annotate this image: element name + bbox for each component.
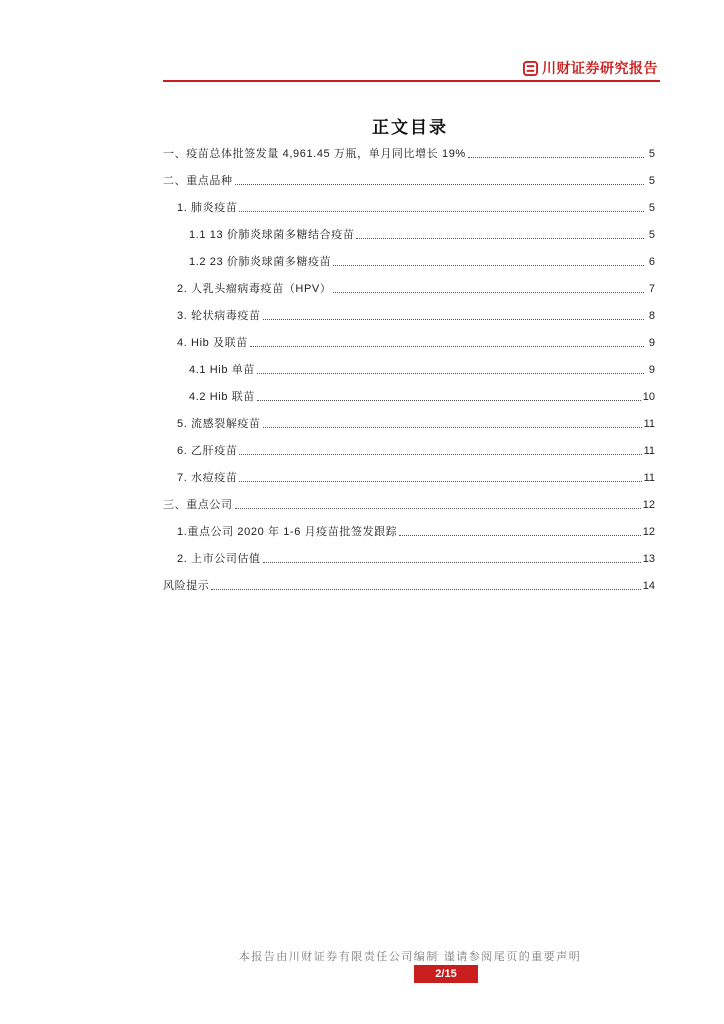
toc-entry-text: 二、重点品种: [163, 175, 233, 187]
toc-entry[interactable]: [163, 172, 655, 188]
toc-entry-text: 三、重点公司: [163, 499, 233, 511]
toc-entry[interactable]: [177, 334, 655, 350]
footer-disclaimer: 本报告由川财证券有限责任公司编制 谨请参阅尾页的重要声明: [238, 950, 582, 963]
toc-entry-page: 8: [648, 310, 655, 322]
toc-entry-text: 3. 轮状病毒疫苗: [177, 310, 261, 322]
toc-leader-dots: [263, 318, 644, 320]
toc-entry[interactable]: [163, 496, 655, 512]
toc-entry[interactable]: [177, 550, 655, 566]
toc-leader-dots: [235, 183, 644, 185]
toc-leader-dots: [356, 237, 644, 239]
toc-entry-page: 12: [642, 499, 655, 511]
toc-entry-page: 12: [642, 526, 655, 538]
toc-leader-dots: [257, 372, 644, 374]
toc-entry[interactable]: [163, 145, 655, 161]
toc-entry[interactable]: [177, 442, 655, 458]
toc-entry-page: 14: [642, 580, 655, 592]
toc-leader-dots: [468, 156, 644, 158]
toc-entry-text: 7. 水痘疫苗: [177, 472, 238, 484]
brand-logo-icon: [523, 61, 538, 76]
toc-leader-dots: [399, 534, 640, 536]
toc-entry-text: 4.1 Hib 单苗: [189, 364, 255, 376]
toc-entry-page: 9: [648, 364, 655, 376]
toc-entry-page: 5: [648, 202, 655, 214]
toc-entry[interactable]: [177, 199, 655, 215]
toc-leader-dots: [235, 507, 641, 509]
toc-entry-text: 1.2 23 价肺炎球菌多糖疫苗: [189, 256, 332, 268]
toc-entry[interactable]: [177, 307, 655, 323]
toc-leader-dots: [250, 345, 644, 347]
toc-entry-text: 1. 肺炎疫苗: [177, 202, 238, 214]
toc-entry[interactable]: [177, 469, 655, 485]
toc-leader-dots: [263, 426, 642, 428]
toc-leader-dots: [333, 264, 644, 266]
toc-entry-page: 5: [648, 229, 655, 241]
toc-entry-text: 2. 上市公司估值: [177, 553, 261, 565]
toc-entry-page: 6: [648, 256, 655, 268]
toc-entry[interactable]: [189, 388, 655, 404]
toc-leader-dots: [239, 480, 641, 482]
toc-entry-text: 1.重点公司 2020 年 1-6 月疫苗批签发跟踪: [177, 526, 398, 538]
toc-entry-page: 5: [648, 175, 655, 187]
toc-entry-text: 2. 人乳头瘤病毒疫苗（HPV）: [177, 283, 332, 295]
toc-entry-text: 4.2 Hib 联苗: [189, 391, 255, 403]
toc-entry-page: 10: [642, 391, 655, 403]
brand-name: 川财证券研究报告: [542, 61, 658, 77]
toc-entry-text: 6. 乙肝疫苗: [177, 445, 238, 457]
toc-leader-dots: [239, 453, 641, 455]
toc-entry-page: 11: [643, 418, 655, 430]
toc-entry[interactable]: [177, 280, 655, 296]
toc-leader-dots: [211, 588, 640, 590]
toc-entry-page: 7: [648, 283, 655, 295]
toc-entry[interactable]: [177, 523, 655, 539]
toc-entry-text: 1.1 13 价肺炎球菌多糖结合疫苗: [189, 229, 355, 241]
header-divider: [163, 80, 660, 82]
toc-entry[interactable]: [163, 577, 655, 593]
toc-entry[interactable]: [189, 226, 655, 242]
toc-entry-text: 风险提示: [163, 580, 210, 592]
toc-entry[interactable]: [177, 415, 655, 431]
toc-entry-page: 13: [642, 553, 655, 565]
toc-entry-page: 11: [643, 445, 655, 457]
toc-leader-dots: [239, 210, 644, 212]
toc-entry[interactable]: [189, 253, 655, 269]
toc-entry-page: 5: [648, 148, 655, 160]
toc-leader-dots: [333, 291, 644, 293]
header-brand: [523, 58, 658, 78]
toc-entry-text: 5. 流感裂解疫苗: [177, 418, 261, 430]
toc-entry[interactable]: [189, 361, 655, 377]
toc-leader-dots: [257, 399, 641, 401]
toc-entry-page: 11: [643, 472, 655, 484]
toc-title: 正文目录: [372, 118, 448, 138]
toc-entry-text: 一、疫苗总体批签发量 4,961.45 万瓶，单月同比增长 19%: [163, 148, 466, 160]
toc-entry-text: 4. Hib 及联苗: [177, 337, 248, 349]
page-number-badge: 2/15: [414, 965, 478, 983]
toc-leader-dots: [263, 561, 641, 563]
toc-entry-page: 9: [648, 337, 655, 349]
